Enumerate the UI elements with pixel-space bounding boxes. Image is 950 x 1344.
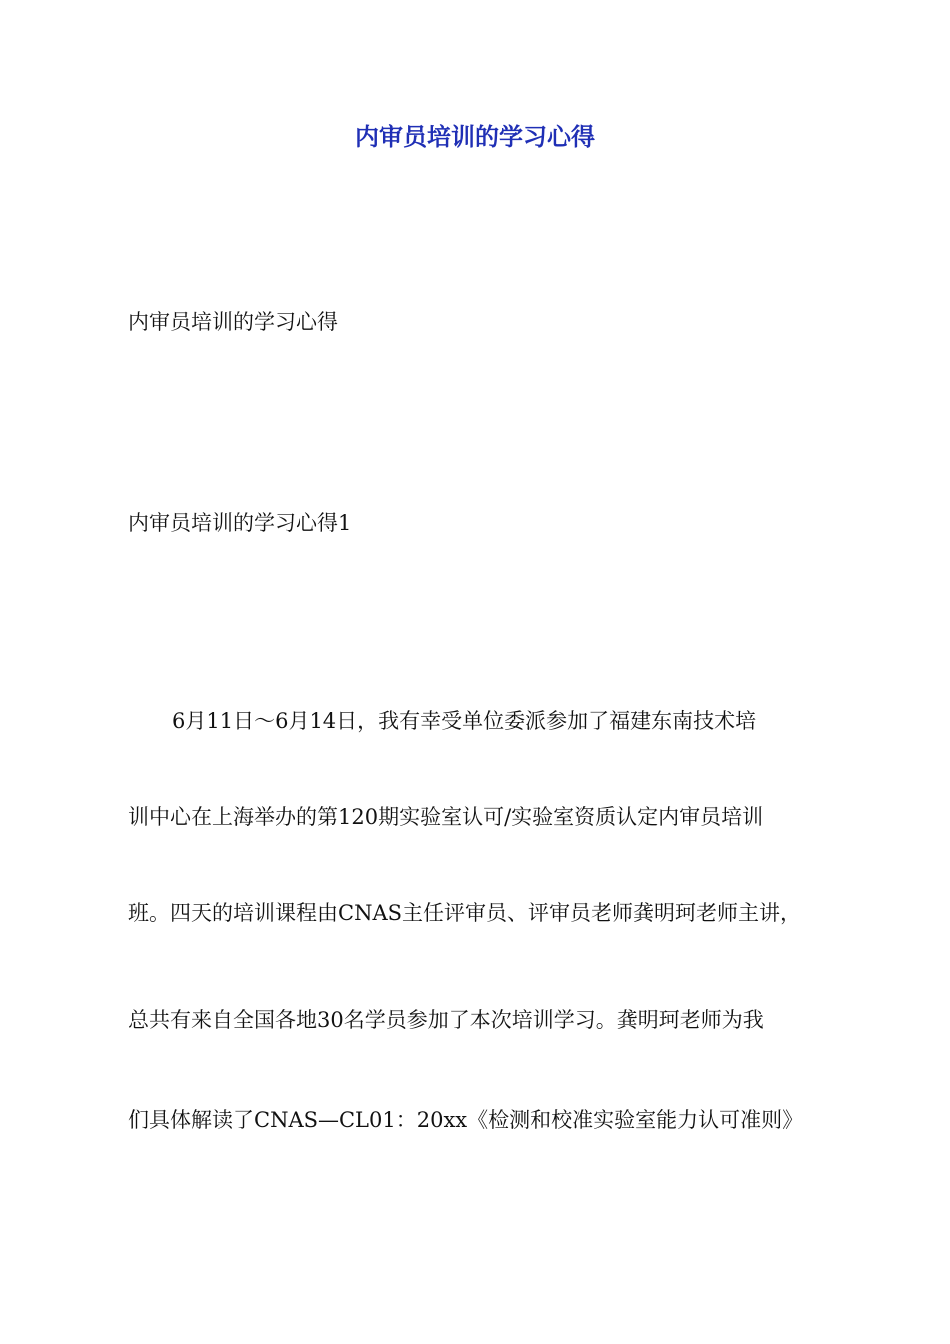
paragraph-line-5: 们具体解读了CNAS—CL01：20xx《检测和校准实验室能力认可准则》 [128,1108,804,1132]
section-heading: 内审员培训的学习心得 [128,310,338,334]
paragraph-line-4: 总共有来自全国各地30名学员参加了本次培训学习。龚明珂老师为我 [128,1008,764,1032]
paragraph-line-3: 班。四天的培训课程由CNAS主任评审员、评审员老师龚明珂老师主讲， [128,901,801,925]
paragraph-line-2: 训中心在上海举办的第120期实验室认可/实验室资质认定内审员培训 [128,805,764,829]
document-title: 内审员培训的学习心得 [355,123,595,151]
essay-subheading: 内审员培训的学习心得1 [128,511,352,535]
paragraph-line-1: 6月11日～6月14日，我有幸受单位委派参加了福建东南技术培 [172,709,757,733]
